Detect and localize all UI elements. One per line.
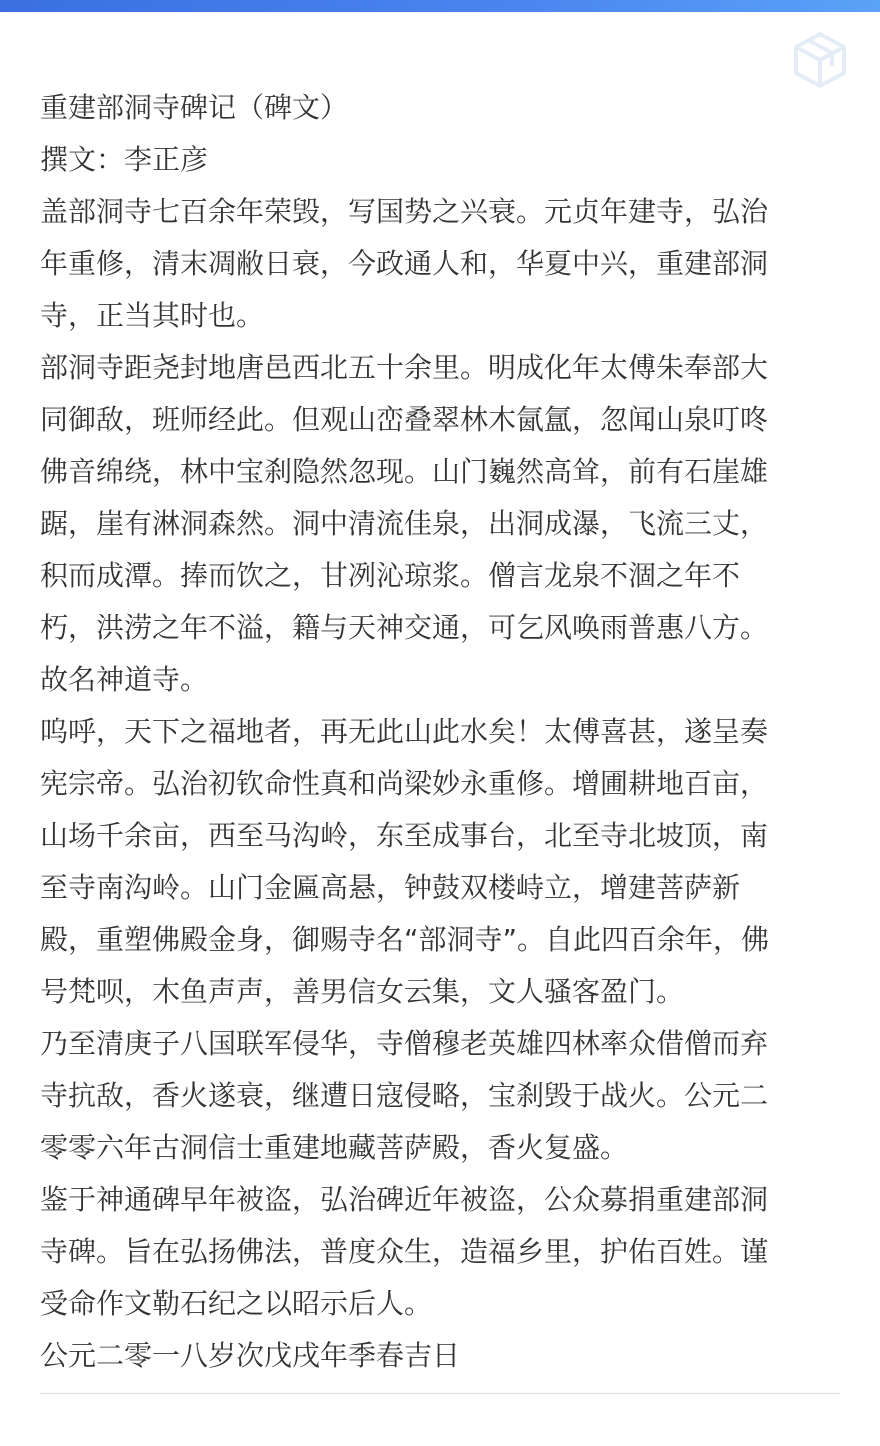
cube-icon <box>792 30 848 90</box>
text-line: 鉴于神通碑早年被盗，弘治碑近年被盗，公众募捐重建部洞 <box>40 1183 769 1216</box>
text-line: 呜呼，天下之福地者，再无此山此水矣！太傅喜甚，遂呈奏 <box>40 715 769 748</box>
text-line: 号梵呗，木鱼声声，善男信女云集，文人骚客盈门。 <box>40 975 685 1008</box>
text-line: 年重修，清末凋敝日衰，今政通人和，华夏中兴，重建部洞 <box>40 247 769 280</box>
top-accent-bar <box>0 0 880 12</box>
text-line: 同御敌，班师经此。但观山峦叠翠林木氤氲，忽闻山泉叮咚 <box>40 403 769 436</box>
text-line: 故名神道寺。 <box>40 663 209 696</box>
text-line: 积而成潭。捧而饮之，甘冽沁琼浆。僧言龙泉不涸之年不 <box>40 559 741 592</box>
text-line: 寺碑。旨在弘扬佛法，普度众生，造福乡里，护佑百姓。谨 <box>40 1235 769 1268</box>
text-line: 殿，重塑佛殿金身，御赐寺名“部洞寺”。自此四百余年，佛 <box>40 923 770 956</box>
text-line: 部洞寺距尧封地唐邑西北五十余里。明成化年太傅朱奉部大 <box>40 351 769 384</box>
text-line: 朽，洪涝之年不溢，籍与天神交通，可乞风唤雨普惠八方。 <box>40 611 769 644</box>
text-line: 乃至清庚子八国联军侵华，寺僧穆老英雄四林率众借僧而弃 <box>40 1027 769 1060</box>
text-line: 受命作文勒石纪之以昭示后人。 <box>40 1287 433 1320</box>
text-line: 寺，正当其时也。 <box>40 299 265 332</box>
text-line: 佛音绵绕，林中宝刹隐然忽现。山门巍然高耸，前有石崖雄 <box>40 455 769 488</box>
bottom-divider <box>40 1393 840 1394</box>
text-line: 至寺南沟岭。山门金匾高悬，钟鼓双楼峙立，增建菩萨新 <box>40 871 741 904</box>
text-line: 山场千余亩，西至马沟岭，东至成事台，北至寺北坡顶，南 <box>40 819 769 852</box>
article-author: 撰文：李正彦 <box>40 143 209 176</box>
date-line: 公元二零一八岁次戊戌年季春吉日 <box>40 1339 461 1372</box>
article-title: 重建部洞寺碑记（碑文） <box>40 91 349 124</box>
text-line: 寺抗敌，香火遂衰，继遭日寇侵略，宝刹毁于战火。公元二 <box>40 1079 769 1112</box>
text-line: 盖部洞寺七百余年荣毁，写国势之兴衰。元贞年建寺，弘治 <box>40 195 769 228</box>
text-line: 踞，崖有淋洞森然。洞中清流佳泉，出洞成瀑，飞流三丈， <box>40 507 769 540</box>
text-line: 零零六年古洞信士重建地藏菩萨殿，香火复盛。 <box>40 1131 629 1164</box>
article-body <box>40 82 840 1382</box>
text-line: 宪宗帝。弘治初钦命性真和尚梁妙永重修。增圃耕地百亩， <box>40 767 769 800</box>
